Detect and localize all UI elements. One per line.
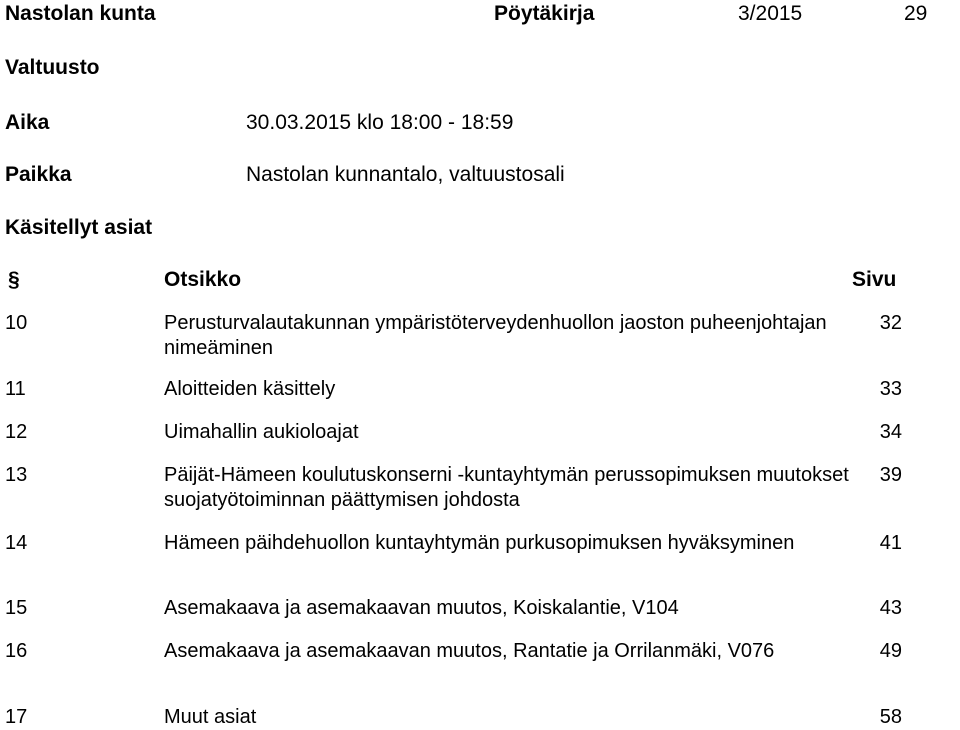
item-title: Hämeen päihdehuollon kuntayhtymän purkusopimuksen hyväksyminen	[164, 532, 795, 554]
item-page: 39	[879, 464, 902, 486]
paragraph-symbol: §	[8, 268, 20, 291]
item-title: Aloitteiden käsittely	[164, 378, 336, 400]
item-title: Asemakaava ja asemakaavan muutos, Koiskalantie, V104	[164, 597, 679, 619]
page-number: 29	[904, 2, 928, 25]
document-type: Pöytäkirja	[494, 2, 595, 25]
place-label: Paikka	[5, 163, 72, 186]
item-number: 13	[5, 464, 28, 486]
time-value: 30.03.2015 klo 18:00 - 18:59	[246, 111, 514, 134]
org-name: Nastolan kunta	[5, 2, 156, 25]
item-title: Asemakaava ja asemakaavan muutos, Rantatie ja Orrilanmäki, V076	[164, 640, 775, 662]
item-title: Päijät-Hämeen koulutuskonserni -kuntayhtymän perussopimuksen muutokset suojatyötoiminnan päättymisen johdosta	[164, 464, 849, 511]
item-page: 58	[879, 706, 902, 728]
item-page: 49	[879, 640, 902, 662]
item-title: Perusturvalautakunnan ympäristöterveydenhuollon jaoston puheenjohtajan nimeäminen	[164, 312, 827, 359]
item-page: 43	[879, 597, 902, 619]
place-value: Nastolan kunnantalo, valtuustosali	[246, 163, 565, 186]
item-page: 33	[879, 378, 902, 400]
item-page: 34	[879, 421, 902, 443]
body-name: Valtuusto	[5, 56, 100, 79]
item-number: 10	[5, 312, 28, 334]
item-title: Muut asiat	[164, 706, 257, 728]
title-column-header: Otsikko	[164, 268, 242, 291]
item-number: 16	[5, 640, 28, 662]
page-column-header: Sivu	[852, 268, 897, 291]
item-title: Uimahallin aukioloajat	[164, 421, 359, 443]
item-number: 17	[5, 706, 28, 728]
item-number: 15	[5, 597, 28, 619]
item-number: 12	[5, 421, 28, 443]
item-page: 32	[879, 312, 902, 334]
issue-number: 3/2015	[738, 2, 803, 25]
item-number: 14	[5, 532, 28, 554]
item-number: 11	[5, 378, 26, 400]
item-page: 41	[879, 532, 902, 554]
section-title: Käsitellyt asiat	[5, 216, 153, 239]
time-label: Aika	[5, 111, 50, 134]
